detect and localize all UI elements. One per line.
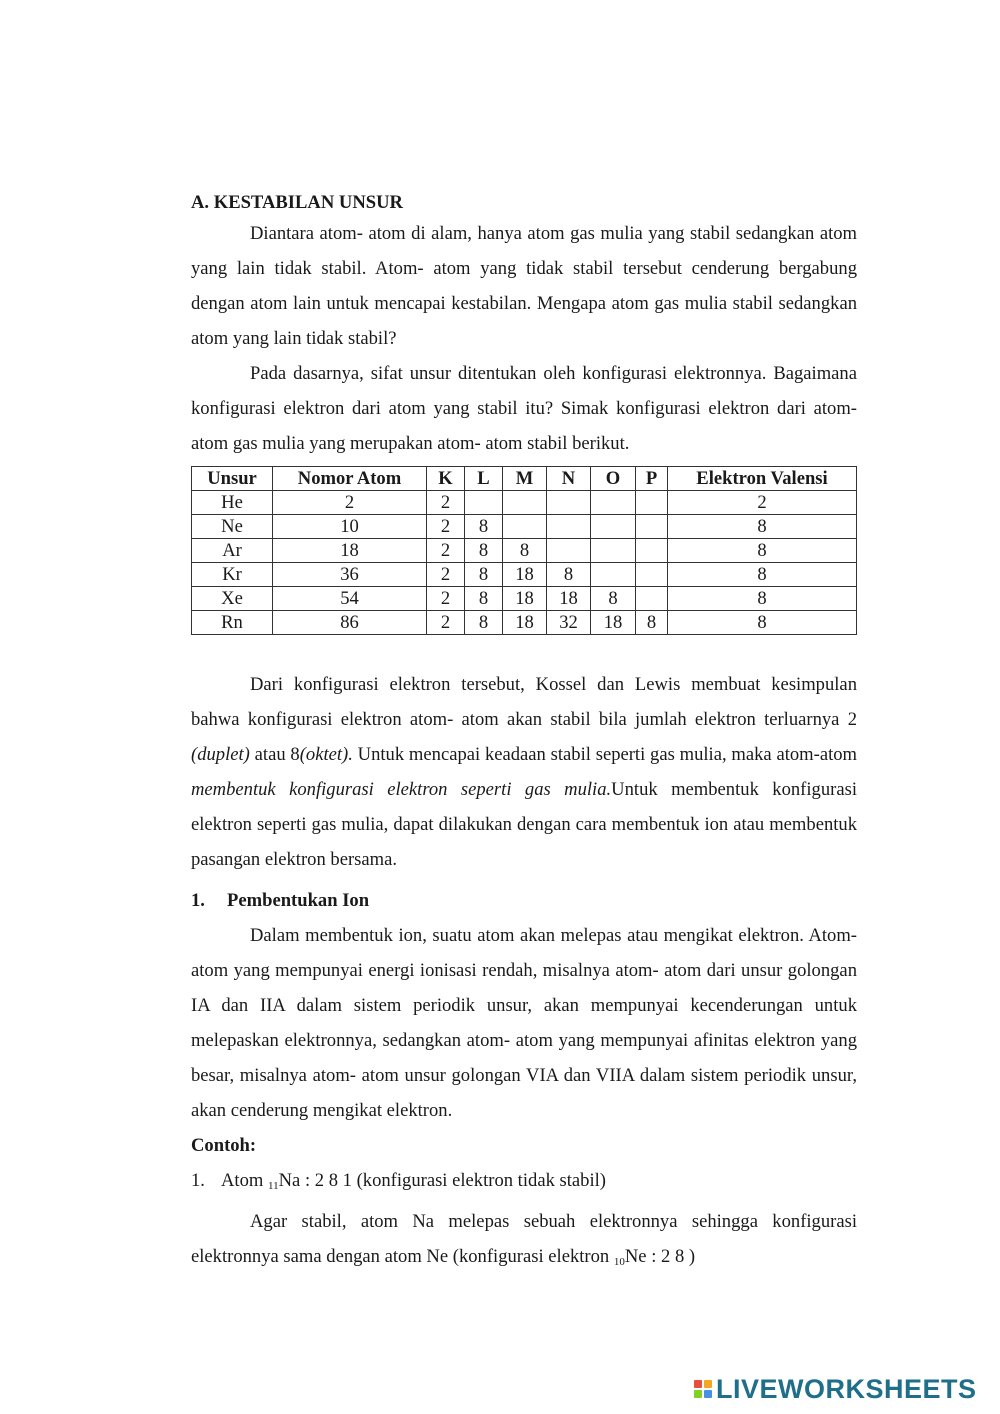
- logo-square: [704, 1390, 712, 1398]
- emphasis-phrase: membentuk konfigurasi elektron seperti gas mulia.: [191, 779, 612, 800]
- subsection-heading: [191, 883, 857, 918]
- atomic-number: 10: [613, 1256, 625, 1268]
- table-cell: Ar: [192, 539, 273, 563]
- table-cell: [636, 563, 668, 587]
- table-cell: [503, 515, 547, 539]
- text-run: Untuk membentuk konfigurasi elektron seperti gas mulia, dapat dilakukan dengan cara membentuk ion atau membentuk pasangan elektron bersama.: [191, 779, 857, 870]
- table-row: [192, 491, 857, 515]
- table-cell: 2: [427, 539, 465, 563]
- table-header: Unsur: [192, 467, 273, 491]
- table-cell: 2: [427, 515, 465, 539]
- table-cell: 8: [465, 563, 503, 587]
- table-row: [192, 515, 857, 539]
- table-header: Elektron Valensi: [668, 467, 857, 491]
- table-cell: 18: [547, 587, 591, 611]
- logo-grid-icon: [694, 1380, 712, 1398]
- config-paragraph: Pada dasarnya, sifat unsur ditentukan oleh konfigurasi elektronnya. Bagaimana konfigurasi elektron dari atom yang stabil itu? Simak konfigurasi elektron dari atom- atom gas mulia yang merupakan atom- atom stabil berikut.: [191, 363, 857, 454]
- table-cell: [547, 539, 591, 563]
- table-header: Nomor Atom: [273, 467, 427, 491]
- table-cell: [503, 491, 547, 515]
- table-cell: 2: [427, 587, 465, 611]
- table-cell: 2: [668, 491, 857, 515]
- table-cell: [547, 515, 591, 539]
- table-cell: [465, 491, 503, 515]
- duplet-term: (duplet): [191, 744, 250, 765]
- example-label: Contoh:: [191, 1135, 257, 1156]
- liveworksheets-logo: [694, 1374, 977, 1404]
- table-cell: 8: [547, 563, 591, 587]
- table-row: [192, 611, 857, 635]
- table-cell: 2: [427, 491, 465, 515]
- example-explanation: [191, 1204, 857, 1280]
- table-header: M: [503, 467, 547, 491]
- text-run: Agar stabil, atom Na melepas sebuah elektronnya sehingga konfigurasi elektronnya sama dengan atom Ne (konfigurasi elektron: [191, 1211, 857, 1267]
- logo-text: LIVEWORKSHEETS: [716, 1373, 977, 1404]
- table-cell: [636, 539, 668, 563]
- table-cell: Ne: [192, 515, 273, 539]
- table-cell: 18: [503, 563, 547, 587]
- table-cell: 8: [465, 611, 503, 635]
- text-run: Untuk mencapai keadaan stabil seperti gas mulia, maka atom-atom: [352, 744, 857, 765]
- oktet-term: (oktet).: [299, 744, 353, 765]
- text-run: Na : 2 8 1 (konfigurasi elektron tidak stabil): [278, 1170, 606, 1191]
- table-cell: [636, 587, 668, 611]
- text-run: Dari konfigurasi elektron tersebut, Kossel dan Lewis membuat kesimpulan bahwa konfigurasi elektron atom- atom akan stabil bila jumlah elektron terluarnya 2: [191, 674, 857, 730]
- table-cell: [591, 491, 636, 515]
- conclusion-paragraph: [191, 667, 857, 877]
- section-title: A. KESTABILAN UNSUR: [191, 192, 403, 213]
- table-row: [192, 539, 857, 563]
- table-cell: 8: [668, 539, 857, 563]
- table-cell: 54: [273, 587, 427, 611]
- subsection-title: Pembentukan Ion: [227, 890, 370, 911]
- table-cell: 8: [465, 587, 503, 611]
- table-cell: 18: [273, 539, 427, 563]
- table-cell: 8: [668, 563, 857, 587]
- noble-gas-configuration-table: [191, 466, 857, 635]
- table-row: [192, 587, 857, 611]
- table-header: L: [465, 467, 503, 491]
- table-cell: 32: [547, 611, 591, 635]
- table-cell: 18: [591, 611, 636, 635]
- document-page: [191, 190, 857, 1280]
- text-run: atau 8: [249, 744, 300, 765]
- table-cell: 2: [427, 611, 465, 635]
- logo-square: [694, 1390, 702, 1398]
- table-cell: Xe: [192, 587, 273, 611]
- table-cell: He: [192, 491, 273, 515]
- subsection-number: 1.: [191, 890, 205, 911]
- table-header: P: [636, 467, 668, 491]
- table-cell: 18: [503, 611, 547, 635]
- ion-formation-paragraph: Dalam membentuk ion, suatu atom akan melepas atau mengikat elektron. Atom- atom yang mempunyai energi ionisasi rendah, misalnya atom- atom dari unsur golongan IA dan IIA dalam sistem periodik unsur, akan mempunyai kecenderungan untuk melepaskan elektronnya, sedangkan atom- atom yang mempunyai afinitas elektron yang besar, misalnya atom- atom unsur golongan VIA dan VIIA dalam sistem periodik unsur, akan cenderung mengikat elektron.: [191, 925, 857, 1121]
- example-item: [191, 1163, 857, 1204]
- table-cell: 2: [273, 491, 427, 515]
- table-cell: 8: [465, 515, 503, 539]
- table-header-row: [192, 467, 857, 491]
- table-cell: 36: [273, 563, 427, 587]
- table-cell: [547, 491, 591, 515]
- table-cell: 8: [591, 587, 636, 611]
- table-cell: 18: [503, 587, 547, 611]
- table-cell: 8: [668, 515, 857, 539]
- text-run: Ne : 2 8 ): [624, 1246, 696, 1267]
- table-cell: 8: [465, 539, 503, 563]
- table-header: N: [547, 467, 591, 491]
- table-header: O: [591, 467, 636, 491]
- table-cell: [591, 515, 636, 539]
- table-cell: Kr: [192, 563, 273, 587]
- table-cell: 8: [636, 611, 668, 635]
- example-number: 1.: [191, 1170, 205, 1191]
- logo-square: [694, 1380, 702, 1388]
- table-cell: [636, 491, 668, 515]
- table-cell: 10: [273, 515, 427, 539]
- table-cell: 8: [668, 587, 857, 611]
- table-cell: 8: [503, 539, 547, 563]
- table-header: K: [427, 467, 465, 491]
- table-row: [192, 563, 857, 587]
- atomic-number: 11: [268, 1180, 279, 1192]
- table-cell: [591, 539, 636, 563]
- logo-square: [704, 1380, 712, 1388]
- table-cell: Rn: [192, 611, 273, 635]
- intro-paragraph: Diantara atom- atom di alam, hanya atom gas mulia yang stabil sedangkan atom yang lain tidak stabil. Atom- atom yang tidak stabil tersebut cenderung bergabung dengan atom lain untuk mencapai kestabilan. Mengapa atom gas mulia stabil sedangkan atom yang lain tidak stabil?: [191, 223, 857, 349]
- table-cell: [591, 563, 636, 587]
- text-run: Atom: [221, 1170, 269, 1191]
- table-cell: 8: [668, 611, 857, 635]
- table-cell: 86: [273, 611, 427, 635]
- table-cell: 2: [427, 563, 465, 587]
- table-cell: [636, 515, 668, 539]
